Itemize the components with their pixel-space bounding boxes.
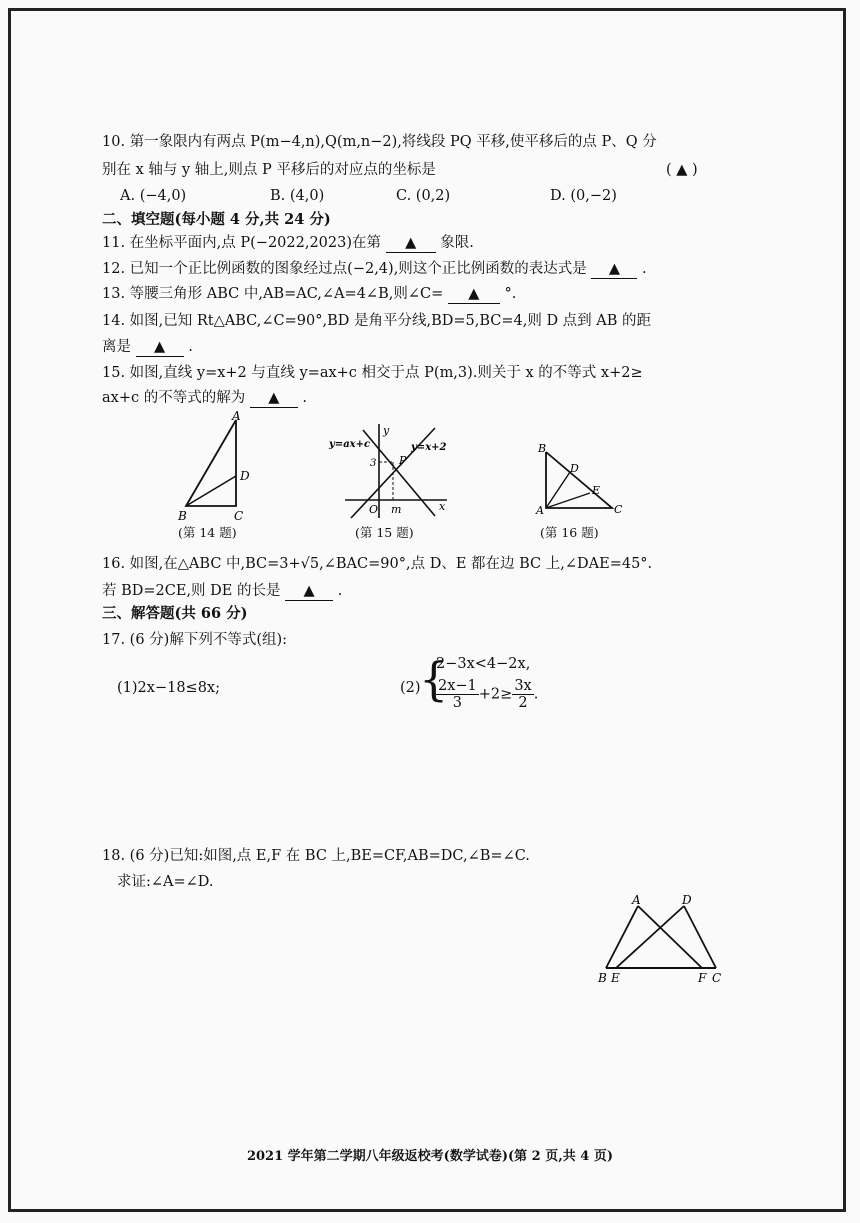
fig18-segment-de <box>616 906 684 968</box>
q17-frac2 <box>512 678 533 711</box>
q10-option-b: B. (4,0) <box>270 188 325 204</box>
q12 <box>102 259 647 279</box>
fig15-label-x-2: y=x+2 <box>411 442 447 453</box>
q17-frac1-den: 3 <box>452 695 462 711</box>
q17-part2-end: . <box>533 686 539 703</box>
q16-text-end: . <box>337 583 343 599</box>
q17-part1: (1)2x−18≤8x; <box>117 680 220 696</box>
q10-option-a: A. (−4,0) <box>120 188 187 204</box>
q17-frac2-den: 2 <box>518 695 528 711</box>
q18-line1: 18. (6 分)已知:如图,点 E,F 在 BC 上,BE=CF,AB=DC,∠B=∠C. <box>102 848 530 864</box>
q11-blank: ▲ <box>386 234 436 253</box>
fig14-label-c: C <box>234 509 244 523</box>
q12-text: 12. 已知一个正比例函数的图象经过点(−2,4),则这个正比例函数的表达式是 <box>102 261 587 277</box>
q14-text: 离是 <box>102 339 131 355</box>
fig16-label-c: C <box>614 503 623 516</box>
fig15-caption: (第 15 题) <box>355 525 414 540</box>
q18-line2: 求证:∠A=∠D. <box>117 874 214 890</box>
q14-text-end: . <box>188 339 193 355</box>
q10-option-c: C. (0,2) <box>396 188 451 204</box>
q13-text-end: °. <box>504 286 517 302</box>
q11-text: 11. 在坐标平面内,点 P(−2022,2023)在第 <box>102 235 382 251</box>
fig16-label-b: B <box>538 442 547 455</box>
q10-answer-mark: ( ▲ ) <box>666 162 698 178</box>
fig18-segment-ab <box>606 906 638 968</box>
q14-line1: 14. 如图,已知 Rt△ABC,∠C=90°,BD 是角平分线,BD=5,BC=4,则 D 点到 AB 的距 <box>102 313 652 329</box>
fig18-segment-dc <box>684 906 716 968</box>
q16-text: 若 BD=2CE,则 DE 的长是 <box>102 583 281 599</box>
fig16-label-d: D <box>570 462 579 475</box>
q15-text-end: . <box>302 390 308 406</box>
fig18-label-d: D <box>682 893 692 907</box>
figure-15 <box>325 412 455 520</box>
q17-title: 17. (6 分)解下列不等式(组): <box>102 632 288 648</box>
section2-heading: 二、填空题(每小题 4 分,共 24 分) <box>102 211 331 228</box>
fig14-caption: (第 14 题) <box>178 525 237 540</box>
section3-heading: 三、解答题(共 66 分) <box>102 605 248 622</box>
q10-line2: 别在 x 轴与 y 轴上,则点 P 平移后的对应点的坐标是 <box>102 162 436 178</box>
q14-line2 <box>102 337 193 357</box>
fig15-label-y: y <box>383 424 390 437</box>
q17-frac2-num: 3x <box>514 678 532 694</box>
q16-blank: ▲ <box>285 582 333 601</box>
q10-option-d: D. (0,−2) <box>550 188 617 204</box>
q11 <box>102 233 474 253</box>
q17-part2-mid: +2≥ <box>478 686 513 703</box>
fig15-label-3: 3 <box>370 458 377 469</box>
q13 <box>102 284 516 304</box>
q15-blank: ▲ <box>250 389 298 408</box>
fig16-caption: (第 16 题) <box>540 525 599 540</box>
fig16-segment-ad <box>546 472 570 508</box>
fig18-label-e: E <box>611 971 620 985</box>
figure-14 <box>170 408 270 523</box>
q15-line1: 15. 如图,直线 y=x+2 与直线 y=ax+c 相交于点 P(m,3).则关于 x 的不等式 x+2≥ <box>102 365 643 381</box>
fig16-label-a: A <box>536 504 544 517</box>
fig18-segment-af <box>638 906 702 968</box>
q13-text: 13. 等腰三角形 ABC 中,AB=AC,∠A=4∠B,则∠C= <box>102 286 444 302</box>
q11-text-end: 象限. <box>440 235 474 251</box>
q17-frac1 <box>436 678 479 711</box>
q16-line2 <box>102 581 342 601</box>
fig15-label-ax-c: y=ax+c <box>329 439 371 450</box>
q12-text-end: . <box>642 261 647 277</box>
fig18-label-b: B <box>598 971 607 985</box>
q17-part2-label: (2) <box>400 680 421 696</box>
q15-text: ax+c 的不等式的解为 <box>102 390 246 406</box>
figure-18 <box>592 888 732 988</box>
q14-blank: ▲ <box>136 338 184 357</box>
q10-line1: 10. 第一象限内有两点 P(m−4,n),Q(m,n−2),将线段 PQ 平移,使平移后的点 P、Q 分 <box>102 134 657 150</box>
q16-line1: 16. 如图,在△ABC 中,BC=3+√5,∠BAC=90°,点 D、E 都在边 BC 上,∠DAE=45°. <box>102 556 653 572</box>
fig16-triangle <box>546 452 612 508</box>
q17-part2-line2 <box>436 678 538 711</box>
page-footer: 2021 学年第二学期八年级返校考(数学试卷)(第 2 页,共 4 页) <box>246 1149 614 1164</box>
q17-brace: { <box>419 652 449 706</box>
fig14-label-d: D <box>240 469 250 483</box>
fig15-label-x: x <box>439 500 446 513</box>
fig14-triangle <box>186 420 236 506</box>
fig18-label-c: C <box>712 971 722 985</box>
fig15-label-o: O <box>369 503 379 516</box>
figure-16 <box>530 440 623 520</box>
q13-blank: ▲ <box>448 285 500 304</box>
fig15-label-m: m <box>391 503 402 516</box>
fig15-label-p: P <box>399 454 407 467</box>
q17-part2-line1: 2−3x<4−2x, <box>436 656 531 672</box>
fig16-segment-ae <box>546 493 590 508</box>
fig16-label-e: E <box>592 484 601 497</box>
fig18-label-a: A <box>632 893 641 907</box>
q15-line2 <box>102 388 307 408</box>
fig14-bisector <box>186 476 236 506</box>
fig18-label-f: F <box>698 971 707 985</box>
fig14-label-a: A <box>232 409 241 423</box>
q12-blank: ▲ <box>591 260 637 279</box>
q17-frac1-num: 2x−1 <box>438 678 477 694</box>
fig14-label-b: B <box>178 509 187 523</box>
